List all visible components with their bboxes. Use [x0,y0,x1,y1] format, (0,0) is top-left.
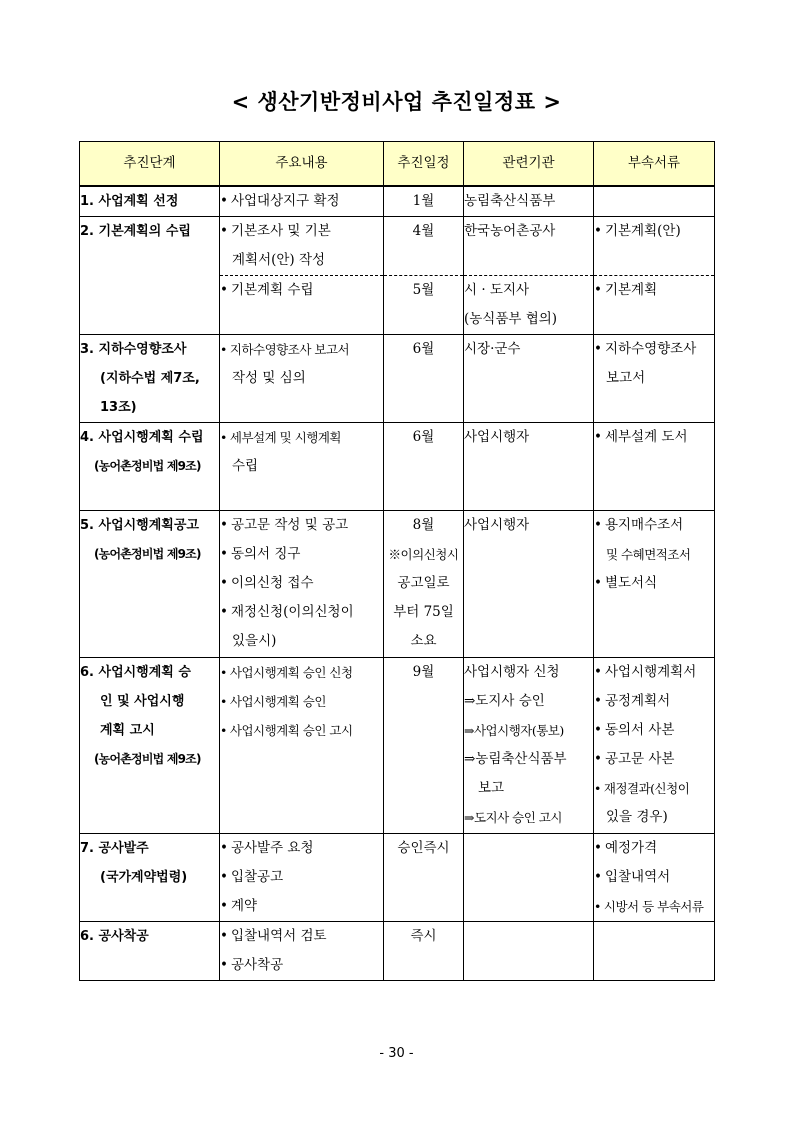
period-cell [384,922,464,981]
agency-text: ⇒사업시행자(통보) [464,723,564,738]
stage-cell [80,658,220,834]
content-item: • 기본조사 및 기본 [220,217,383,246]
content-item: • 동의서 징구 [220,540,383,569]
agency-text: (농식품부 협의) [464,311,558,327]
period-text: 4월 [412,223,435,239]
agency-text: ⇒도지사 승인 [464,693,545,709]
page-number: - 30 - [379,1046,414,1061]
header-row [80,142,715,187]
content-cell [220,276,384,335]
content-item: • 세부설계 및 시행계획 [220,423,383,452]
content-item: • 입찰공고 [220,863,383,892]
docs-cell [594,511,715,658]
period-text: 즉시 [410,928,437,944]
period-text: 6월 [412,429,435,445]
content-item: • 공사착공 [220,951,383,980]
agency-text: ⇒농림축산식품부 [464,751,567,767]
table-row [80,658,715,834]
header-stage: 추진단계 [80,142,220,187]
agency-cell [464,922,594,981]
period-cell [384,658,464,834]
stage-text: 7. 공사발주 [80,841,149,856]
content-item: • 재정신청(이의신청이 [220,598,383,627]
agency-cell [464,511,594,658]
content-item: • 공고문 작성 및 공고 [220,511,383,540]
content-item: • 사업시행계획 승인 고시 [220,716,383,745]
docs-item: • 예정가격 [594,834,714,863]
stage-text: (농어촌정비법 제9조) [94,752,201,766]
period-text: 공고일로 [397,575,450,591]
agency-text: 사업시행자 [464,517,530,533]
period-cell [384,217,464,276]
agency-text: 사업시행자 신청 [464,664,560,680]
content-item: 작성 및 심의 [232,370,306,386]
period-text: 8월 [412,517,435,533]
content-item: • 지하수영향조사 보고서 [220,335,383,364]
period-text: 6월 [412,341,435,357]
header-period: 추진일정 [384,142,464,187]
agency-cell [464,276,594,335]
stage-text: 4. 사업시행계획 수립 [80,430,204,445]
docs-cell [594,834,715,922]
docs-item: • 용지매수조서 [594,511,714,540]
agency-text: 사업시행자 [464,429,530,445]
content-item: 계획서(안) 작성 [232,252,326,268]
docs-item: • 공고문 사본 [594,745,714,774]
table-row [80,335,715,423]
period-text: 소요 [410,633,437,649]
table-row [80,834,715,922]
period-cell [384,511,464,658]
stage-text: (농어촌정비법 제9조) [94,459,201,473]
docs-item: • 재정결과(신청이 [594,774,714,803]
agency-cell [464,658,594,834]
docs-item: 있을 경우) [606,809,668,825]
agency-text: 시 · 도지사 [464,282,530,298]
stage-cell [80,511,220,658]
stage-text: (국가계약법령) [100,870,188,885]
stage-text: 3. 지하수영향조사 [80,342,187,357]
table-row [80,511,715,658]
stage-text: 2. 기본계획의 수립 [80,224,191,239]
content-cell [220,335,384,423]
docs-item: 보고서 [606,370,646,386]
table-row [80,186,715,217]
content-item: • 이의신청 접수 [220,569,383,598]
period-text: 5월 [412,282,435,298]
stage-text: 5. 사업시행계획공고 [80,518,199,533]
stage-text: 계획 고시 [100,723,155,738]
stage-cell [80,335,220,423]
period-text: 승인즉시 [397,840,450,856]
stage-text: 인 및 사업시행 [100,694,185,709]
stage-text: 6. 사업시행계획 승 [80,665,191,680]
docs-item: • 지하수영향조사 [594,335,714,364]
period-cell [384,834,464,922]
content-cell [220,658,384,834]
docs-cell [594,658,715,834]
docs-item: • 공정계획서 [594,687,714,716]
agency-cell [464,217,594,276]
docs-item: • 동의서 사본 [594,716,714,745]
period-text: ※이의신청시 [388,547,459,562]
table-row [80,922,715,981]
period-text: 부터 75일 [393,604,454,620]
docs-item: 및 수혜면적조서 [606,547,691,562]
stage-text: 1. 사업계획 선정 [80,194,179,209]
docs-item: • 시방서 등 부속서류 [594,892,714,921]
content-item: • 계약 [220,892,383,921]
period-cell [384,186,464,217]
agency-cell [464,335,594,423]
docs-item: • 별도서식 [594,569,714,598]
docs-cell [594,335,715,423]
page-title: < 생산기반정비사업 추진일정표 > [231,90,562,114]
content-cell [220,217,384,276]
stage-cell [80,186,220,217]
header-content: 주요내용 [220,142,384,187]
stage-text: 6. 공사착공 [80,929,149,944]
agency-text: 보고 [478,780,505,796]
stage-text: (농어촌정비법 제9조) [94,547,201,561]
stage-text: 13조) [100,400,137,415]
docs-item: • 입찰내역서 [594,863,714,892]
period-cell [384,335,464,423]
period-text: 1월 [412,193,435,209]
docs-item: • 기본계획(안) [594,217,714,246]
docs-item: • 기본계획 [594,276,714,305]
stage-cell [80,922,220,981]
schedule-table [79,141,715,981]
table-row [80,423,715,511]
content-item: 있을시) [232,633,277,649]
content-cell [220,186,384,217]
stage-cell [80,217,220,335]
stage-cell [80,834,220,922]
table-row [80,217,715,276]
docs-cell [594,217,715,276]
content-item: • 기본계획 수립 [220,276,383,305]
content-cell [220,922,384,981]
content-item: • 사업시행계획 승인 신청 [220,658,383,687]
agency-cell [464,423,594,511]
docs-cell [594,423,715,511]
stage-cell [80,423,220,511]
agency-text: ⇒도지사 승인 고시 [464,810,562,825]
agency-cell [464,186,594,217]
docs-cell [594,276,715,335]
stage-text: (지하수법 제7조, [100,371,200,386]
header-agency: 관련기관 [464,142,594,187]
agency-cell [464,834,594,922]
content-item: • 사업대상지구 확정 [220,187,383,216]
content-item: • 공사발주 요청 [220,834,383,863]
content-item: • 사업시행계획 승인 [220,687,383,716]
header-docs: 부속서류 [594,142,715,187]
agency-text: 시장·군수 [464,341,521,357]
docs-cell [594,922,715,981]
content-item: • 입찰내역서 검토 [220,922,383,951]
period-cell [384,276,464,335]
period-cell [384,423,464,511]
content-cell [220,423,384,511]
docs-cell [594,186,715,217]
agency-text: 한국농어촌공사 [464,223,556,239]
docs-item: • 사업시행계획서 [594,658,714,687]
agency-text: 농림축산식품부 [464,193,556,209]
content-cell [220,834,384,922]
docs-item: • 세부설계 도서 [594,423,714,452]
content-cell [220,511,384,658]
period-text: 9월 [412,664,435,680]
content-item: 수립 [232,458,259,474]
